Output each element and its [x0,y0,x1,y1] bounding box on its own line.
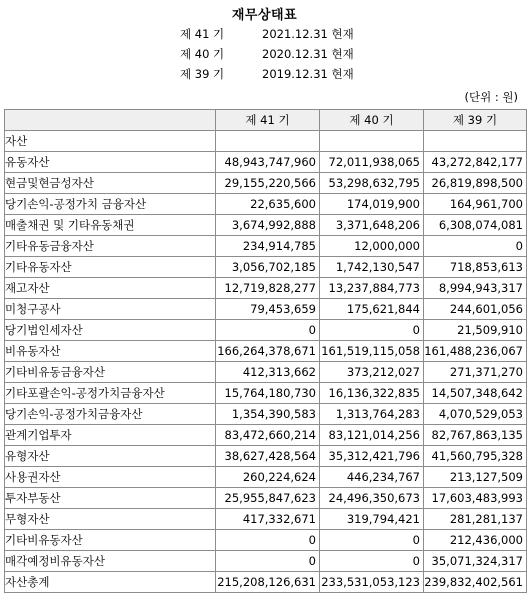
row-value: 12,000,000 [320,236,424,257]
row-value: 41,560,795,328 [424,446,527,467]
period-label: 제 40 기 [180,47,225,61]
row-value: 29,155,220,566 [216,173,320,194]
row-label: 유동자산 [5,152,216,173]
row-value: 161,488,236,067 [424,341,527,362]
row-value: 24,496,350,673 [320,488,424,509]
row-value: 0 [216,530,320,551]
row-value: 82,767,863,135 [424,425,527,446]
row-label: 무형자산 [5,509,216,530]
row-value: 1,354,390,583 [216,404,320,425]
row-value [424,131,527,152]
table-row [5,530,527,551]
table-row [5,551,527,572]
row-value: 72,011,938,065 [320,152,424,173]
row-label: 재고자산 [5,278,216,299]
row-value: 12,719,828,277 [216,278,320,299]
row-value: 0 [216,551,320,572]
row-value: 213,127,509 [424,467,527,488]
row-value: 83,472,660,214 [216,425,320,446]
row-value: 417,332,671 [216,509,320,530]
table-row [5,236,527,257]
row-value: 373,212,027 [320,362,424,383]
row-label: 자산총계 [5,572,216,593]
row-label: 비유동자산 [5,341,216,362]
period-label: 제 39 기 [180,67,225,81]
row-value: 319,794,421 [320,509,424,530]
row-value: 233,531,053,123 [320,572,424,593]
period-line-40 [0,46,529,64]
row-label: 유형자산 [5,446,216,467]
balance-sheet-table [4,109,527,593]
table-row [5,299,527,320]
row-label: 관계기업투자 [5,425,216,446]
table-row [5,404,527,425]
row-value: 0 [216,320,320,341]
header-cell-label [5,110,216,131]
table-row [5,173,527,194]
period-line-41 [0,26,529,44]
row-value: 1,742,130,547 [320,257,424,278]
row-label: 기타포괄손익-공정가치금융자산 [5,383,216,404]
period-date: 2021.12.31 현재 [262,27,354,41]
row-label: 자산 [5,131,216,152]
row-label: 기타비유동금융자산 [5,362,216,383]
row-value: 1,313,764,283 [320,404,424,425]
row-label: 미청구공사 [5,299,216,320]
table-row [5,362,527,383]
row-value: 35,312,421,796 [320,446,424,467]
row-value: 3,371,648,206 [320,215,424,236]
table-row [5,572,527,593]
row-value: 6,308,074,081 [424,215,527,236]
row-value: 79,453,659 [216,299,320,320]
row-value: 16,136,322,835 [320,383,424,404]
header-row [5,110,527,131]
table-body [5,131,527,593]
row-value: 15,764,180,730 [216,383,320,404]
row-value: 25,955,847,623 [216,488,320,509]
table-row [5,467,527,488]
row-value: 0 [320,530,424,551]
table-row [5,425,527,446]
row-label: 기타비유동자산 [5,530,216,551]
period-date: 2019.12.31 현재 [262,67,354,81]
row-value: 174,019,900 [320,194,424,215]
row-label: 현금및현금성자산 [5,173,216,194]
row-value: 26,819,898,500 [424,173,527,194]
row-value: 0 [320,320,424,341]
row-value: 35,071,324,317 [424,551,527,572]
table-row [5,194,527,215]
table-row [5,446,527,467]
statement-title: 재무상태표 [231,8,298,23]
row-value: 22,635,600 [216,194,320,215]
row-value: 4,070,529,053 [424,404,527,425]
row-value: 8,994,943,317 [424,278,527,299]
row-value: 17,603,483,993 [424,488,527,509]
header-cell-period-40: 제 40 기 [320,110,424,131]
table-row [5,488,527,509]
row-value: 215,208,126,631 [216,572,320,593]
table-row [5,152,527,173]
table-row [5,278,527,299]
row-value: 212,436,000 [424,530,527,551]
row-value: 446,234,767 [320,467,424,488]
period-date: 2020.12.31 현재 [262,47,354,61]
table-row [5,257,527,278]
row-label: 당기손익-공정가치 금융자산 [5,194,216,215]
table-row [5,320,527,341]
row-value: 3,674,992,888 [216,215,320,236]
row-label: 기타유동자산 [5,257,216,278]
row-value: 271,371,270 [424,362,527,383]
row-value: 0 [320,551,424,572]
table-row [5,215,527,236]
row-value: 164,961,700 [424,194,527,215]
row-value: 43,272,842,177 [424,152,527,173]
row-value: 38,627,428,564 [216,446,320,467]
table-row [5,341,527,362]
row-value: 244,601,056 [424,299,527,320]
row-label: 매출채권 및 기타유동채권 [5,215,216,236]
row-value: 412,313,662 [216,362,320,383]
row-value [216,131,320,152]
row-value: 3,056,702,185 [216,257,320,278]
row-value: 0 [424,236,527,257]
row-value: 718,853,613 [424,257,527,278]
row-value: 14,507,348,642 [424,383,527,404]
row-value: 260,224,624 [216,467,320,488]
table-row [5,131,527,152]
row-label: 투자부동산 [5,488,216,509]
period-line-39 [0,66,529,84]
table-row [5,383,527,404]
unit-label: (단위 : 원) [464,90,518,104]
row-value [320,131,424,152]
header-cell-period-39: 제 39 기 [424,110,527,131]
row-value: 281,281,137 [424,509,527,530]
row-value: 83,121,014,256 [320,425,424,446]
row-value: 234,914,785 [216,236,320,257]
row-value: 21,509,910 [424,320,527,341]
row-label: 당기손익-공정가치금융자산 [5,404,216,425]
row-value: 161,519,115,058 [320,341,424,362]
period-label: 제 41 기 [180,27,225,41]
header-cell-period-41: 제 41 기 [216,110,320,131]
row-value: 13,237,884,773 [320,278,424,299]
row-label: 기타유동금융자산 [5,236,216,257]
row-value: 239,832,402,561 [424,572,527,593]
row-value: 175,621,844 [320,299,424,320]
row-label: 당기법인세자산 [5,320,216,341]
row-value: 48,943,747,960 [216,152,320,173]
row-value: 166,264,378,671 [216,341,320,362]
table-row [5,509,527,530]
row-label: 사용권자산 [5,467,216,488]
row-label: 매각예정비유동자산 [5,551,216,572]
row-value: 53,298,632,795 [320,173,424,194]
